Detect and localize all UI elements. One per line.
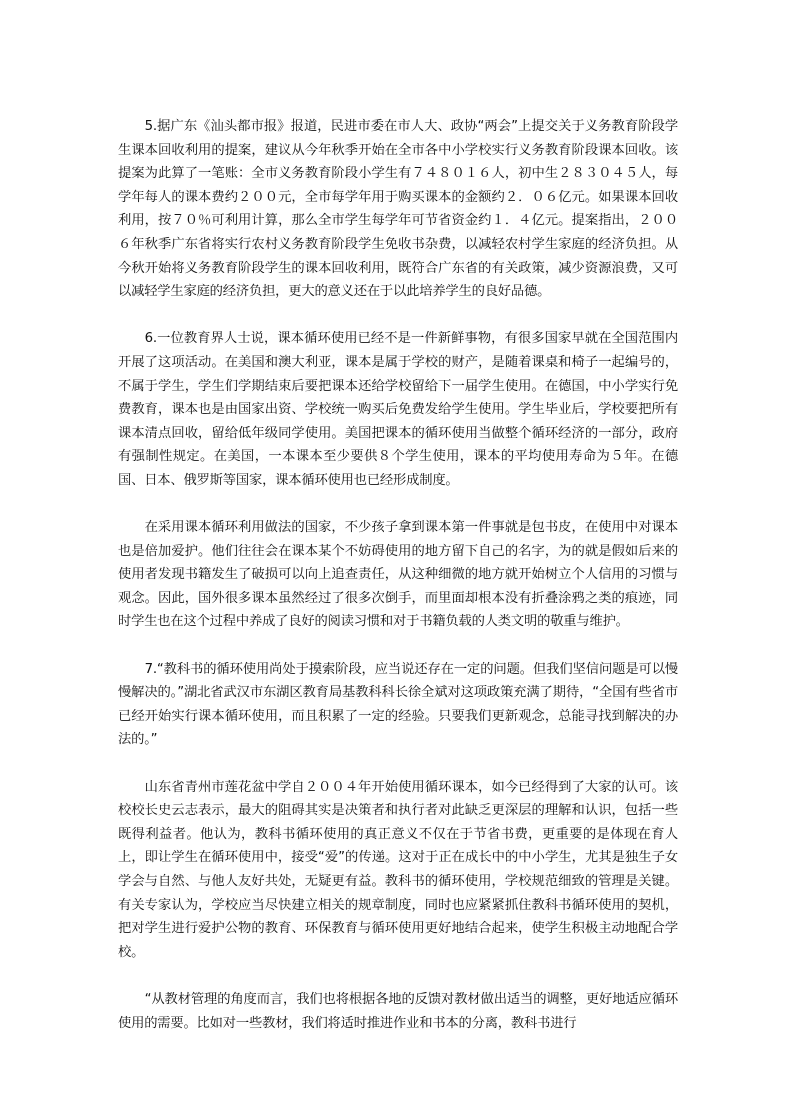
paragraph-7-wuhan-education-bureau: 7.“教科书的循环使用尚处于摸索阶段，应当说还存在一定的问题。但我们坚信问题是可以慢慢解决的。”湖北省武汉市东湖区教育局基教科科长徐全斌对这项政策充满了期待，“全国有些省市已经开始实行课本循环使用，而且积累了一定的经验。只要我们更新观念，总能寻找到解决的办法的。” [118,661,678,748]
paragraph-5-textbook-recycling-proposal: 5.据广东《汕头都市报》报道，民进市委在市人大、政协“两会”上提交关于义务教育阶段学生课本回收利用的提案，建议从今年秋季开始在全市各中小学校实行义务教育阶段课本回收。该提案为此算了一笔账：全市义务教育阶段小学生有７４８０１６人，初中生２８３０４５人，每学年每人的课本费约２００元，全市每学年用于购买课本的金额约２．０６亿元。如果课本回收利用，按７０％可利用计算，那么全市学生每学年可节省资金约１．４亿元。提案指出，２００６年秋季广东省将实行农村义务教育阶段学生免收书杂费，以减轻农村学生家庭的经济负担。从今秋开始将义务教育阶段学生的课本回收利用，既符合广东省的有关政策，减少资源浪费，又可以减轻学生家庭的经济负担，更大的意义还在于以此培养学生的良好品德。 [118,119,678,300]
paragraph-book-care-habits: 在采用课本循环利用做法的国家，不少孩子拿到课本第一件事就是包书皮，在使用中对课本也是倍加爱护。他们往往会在课本某个不妨碍使用的地方留下自己的名字，为的就是假如后来的使用者发现书籍发生了破损可以向上追查责任，从这种细微的地方就开始树立个人信用的习惯与观念。因此，国外很多课本虽然经过了很多次倒手，而里面却根本没有折叠涂鸦之类的痕迹，同时学生也在这个过程中养成了良好的阅读习惯和对于书籍负载的人类文明的敬重与维护。 [118,520,678,630]
document-body [118,115,678,1059]
paragraph-textbook-management: “从教材管理的角度而言，我们也将根据各地的反馈对教材做出适当的调整，更好地适应循环使用的需要。比如对一些教材，我们将适时推进作业和书本的分离，教科书进行 [118,991,678,1031]
paragraph-6-foreign-practice: 6.一位教育界人士说，课本循环使用已经不是一件新鲜事物，有很多国家早就在全国范围内开展了这项活动。在美国和澳大利亚，课本是属于学校的财产，是随着课桌和椅子一起编号的，不属于学生，学生们学期结束后要把课本还给学校留给下一届学生使用。在德国，中小学实行免费教育，课本也是由国家出资、学校统一购买后免费发给学生使用。学生毕业后，学校要把所有课本清点回收，留给低年级同学使用。美国把课本的循环使用当做整个循环经济的一部分，政府有强制性规定。在美国，一本课本至少要供８个学生使用，课本的平均使用寿命为５年。在德国、日本、俄罗斯等国家，课本循环使用也已经形成制度。 [118,331,678,488]
paragraph-qingzhou-school: 山东省青州市莲花盆中学自２００４年开始使用循环课本，如今已经得到了大家的认可。该校校长史云志表示，最大的阻碍其实是决策者和执行者对此缺乏更深层的理解和认识，包括一些既得利益者。他认为，教科书循环使用的真正意义不仅在于节省书费，更重要的是体现在育人上，即让学生在循环使用中，接受“爱”的传递。这对于正在成长中的中小学生，尤其是独生子女学会与自然、与他人友好共处，无疑更有益。教科书的循环使用，学校规范细致的管理是关键。有关专家认为，学校应当尽快建立相关的规章制度，同时也应紧紧抓住教科书循环使用的契机，把对学生进行爱护公物的教育、环保教育与循环使用更好地结合起来，使学生积极主动地配合学校。 [118,779,678,960]
